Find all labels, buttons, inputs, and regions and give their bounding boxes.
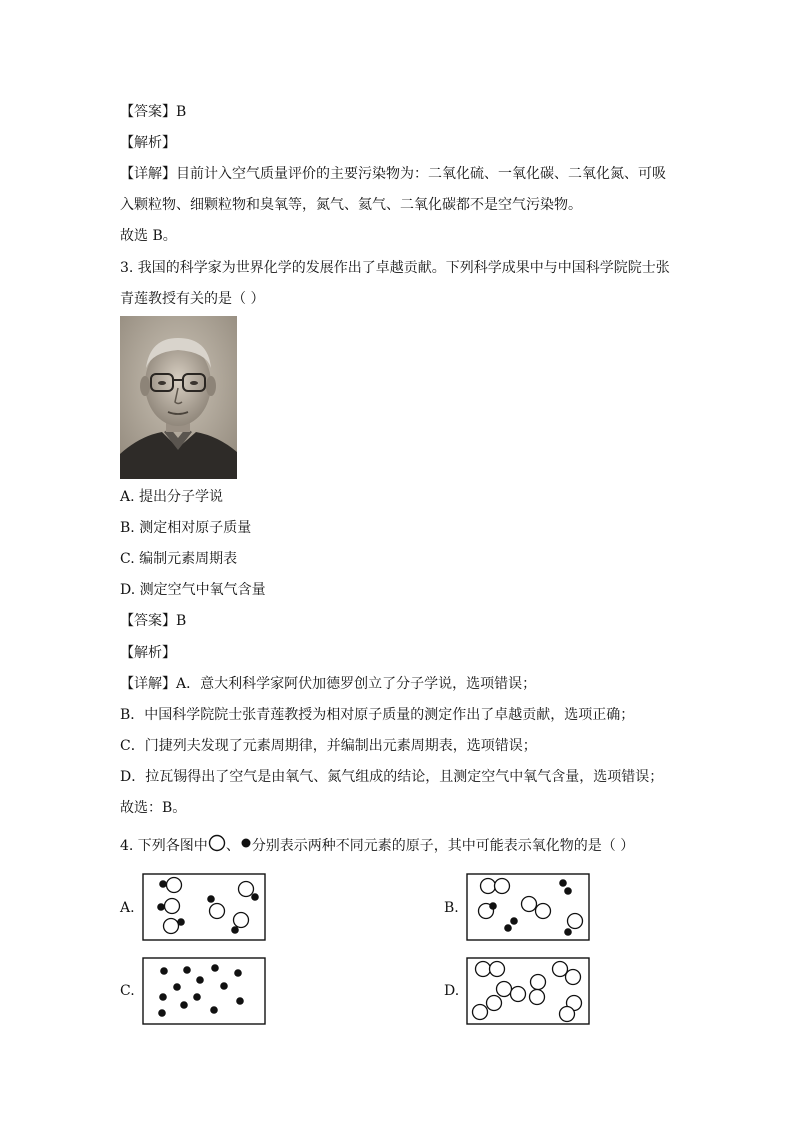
detail-text: B．中国科学院院士张青莲教授为相对原子质量的测定作出了卓越贡献，选项正确； bbox=[120, 707, 635, 723]
white-atom bbox=[560, 1007, 575, 1022]
detail-text: C．门捷列夫发现了元素周期律，并编制出元素周期表，选项错误； bbox=[120, 738, 537, 754]
black-atom bbox=[489, 902, 497, 910]
white-atom bbox=[476, 962, 491, 977]
white-atom bbox=[530, 990, 545, 1005]
black-atom bbox=[231, 926, 239, 934]
white-atom bbox=[481, 879, 496, 894]
black-atom bbox=[183, 966, 191, 974]
detail-text: 【详解】目前计入空气质量评价的主要污染物为：二氧化硫、一氧化碳、二氧化氮、可吸 bbox=[120, 166, 666, 182]
white-atom bbox=[511, 987, 526, 1002]
white-atom bbox=[239, 882, 254, 897]
black-atom bbox=[211, 964, 219, 972]
black-atom bbox=[158, 1009, 166, 1017]
analysis-label: 【解析】 bbox=[120, 645, 176, 661]
answer-label: 【答案】B bbox=[120, 613, 187, 629]
white-atom bbox=[553, 962, 568, 977]
diagram-label-d: D. bbox=[444, 983, 460, 999]
white-atom bbox=[522, 897, 537, 912]
white-atom bbox=[531, 975, 546, 990]
black-atom bbox=[504, 924, 512, 932]
black-atom bbox=[210, 1006, 218, 1014]
white-atom bbox=[167, 878, 182, 893]
choose-text: 故选：B。 bbox=[120, 800, 187, 816]
question-stem: 3. 我国的科学家为世界化学的发展作出了卓越贡献。下列科学成果中与中国科学院院士张 bbox=[120, 260, 670, 276]
diagram-b bbox=[466, 873, 590, 941]
stem-separator: 、 bbox=[225, 838, 240, 854]
analysis-label: 【解析】 bbox=[120, 135, 176, 151]
option-c: C. 编制元素周期表 bbox=[120, 551, 238, 567]
white-atom bbox=[568, 914, 583, 929]
diagram-d bbox=[466, 957, 590, 1025]
option-a: A. 提出分子学说 bbox=[120, 489, 224, 505]
question-stem: 青莲教授有关的是（ ） bbox=[120, 291, 265, 307]
white-atom bbox=[234, 913, 249, 928]
black-atom bbox=[159, 993, 167, 1001]
stem-suffix: 分别表示两种不同元素的原子，其中可能表示氧化物的是（ ） bbox=[251, 838, 635, 854]
white-atom bbox=[487, 996, 502, 1011]
black-atom bbox=[180, 1001, 188, 1009]
black-atom bbox=[157, 903, 165, 911]
white-atom bbox=[495, 879, 510, 894]
portrait-photo bbox=[120, 316, 237, 479]
white-atom bbox=[165, 899, 180, 914]
choose-text: 故选 B。 bbox=[120, 228, 177, 244]
option-d: D. 测定空气中氧气含量 bbox=[120, 582, 266, 598]
black-atom bbox=[207, 895, 215, 903]
diagram-a bbox=[142, 873, 266, 941]
black-atom bbox=[196, 976, 204, 984]
white-atom-icon bbox=[208, 834, 226, 852]
black-atom bbox=[173, 983, 181, 991]
stem-prefix: 4. 下列各图中 bbox=[120, 838, 208, 854]
black-atom bbox=[251, 893, 259, 901]
black-atom bbox=[559, 879, 567, 887]
question-stem bbox=[120, 834, 634, 856]
black-atom bbox=[159, 880, 167, 888]
black-atom bbox=[193, 993, 201, 1001]
white-atom bbox=[490, 962, 505, 977]
diagram-label-b: B. bbox=[444, 900, 459, 916]
black-atom bbox=[564, 928, 572, 936]
black-atom bbox=[236, 997, 244, 1005]
diagram-label-c: C. bbox=[120, 983, 135, 999]
white-atom bbox=[210, 904, 225, 919]
black-atom bbox=[564, 887, 572, 895]
detail-text: 入颗粒物、细颗粒物和臭氧等，氮气、氦气、二氧化碳都不是空气污染物。 bbox=[120, 197, 582, 213]
white-atom bbox=[566, 970, 581, 985]
black-atom bbox=[510, 917, 518, 925]
option-b: B. 测定相对原子质量 bbox=[120, 520, 252, 536]
white-atom bbox=[164, 919, 179, 934]
black-atom bbox=[234, 969, 242, 977]
diagram-label-a: A. bbox=[120, 900, 135, 916]
answer-label: 【答案】B bbox=[120, 104, 187, 120]
diagram-c bbox=[142, 957, 266, 1025]
black-atom bbox=[220, 982, 228, 990]
detail-text: D．拉瓦锡得出了空气是由氧气、氮气组成的结论，且测定空气中氧气含量，选项错误； bbox=[120, 769, 664, 785]
black-atom bbox=[160, 967, 168, 975]
white-atom bbox=[473, 1005, 488, 1020]
detail-text: 【详解】A．意大利科学家阿伏加德罗创立了分子学说，选项错误； bbox=[120, 676, 537, 692]
black-atom-icon bbox=[240, 834, 252, 852]
white-atom bbox=[536, 904, 551, 919]
black-atom bbox=[177, 918, 185, 926]
white-atom bbox=[497, 982, 512, 997]
